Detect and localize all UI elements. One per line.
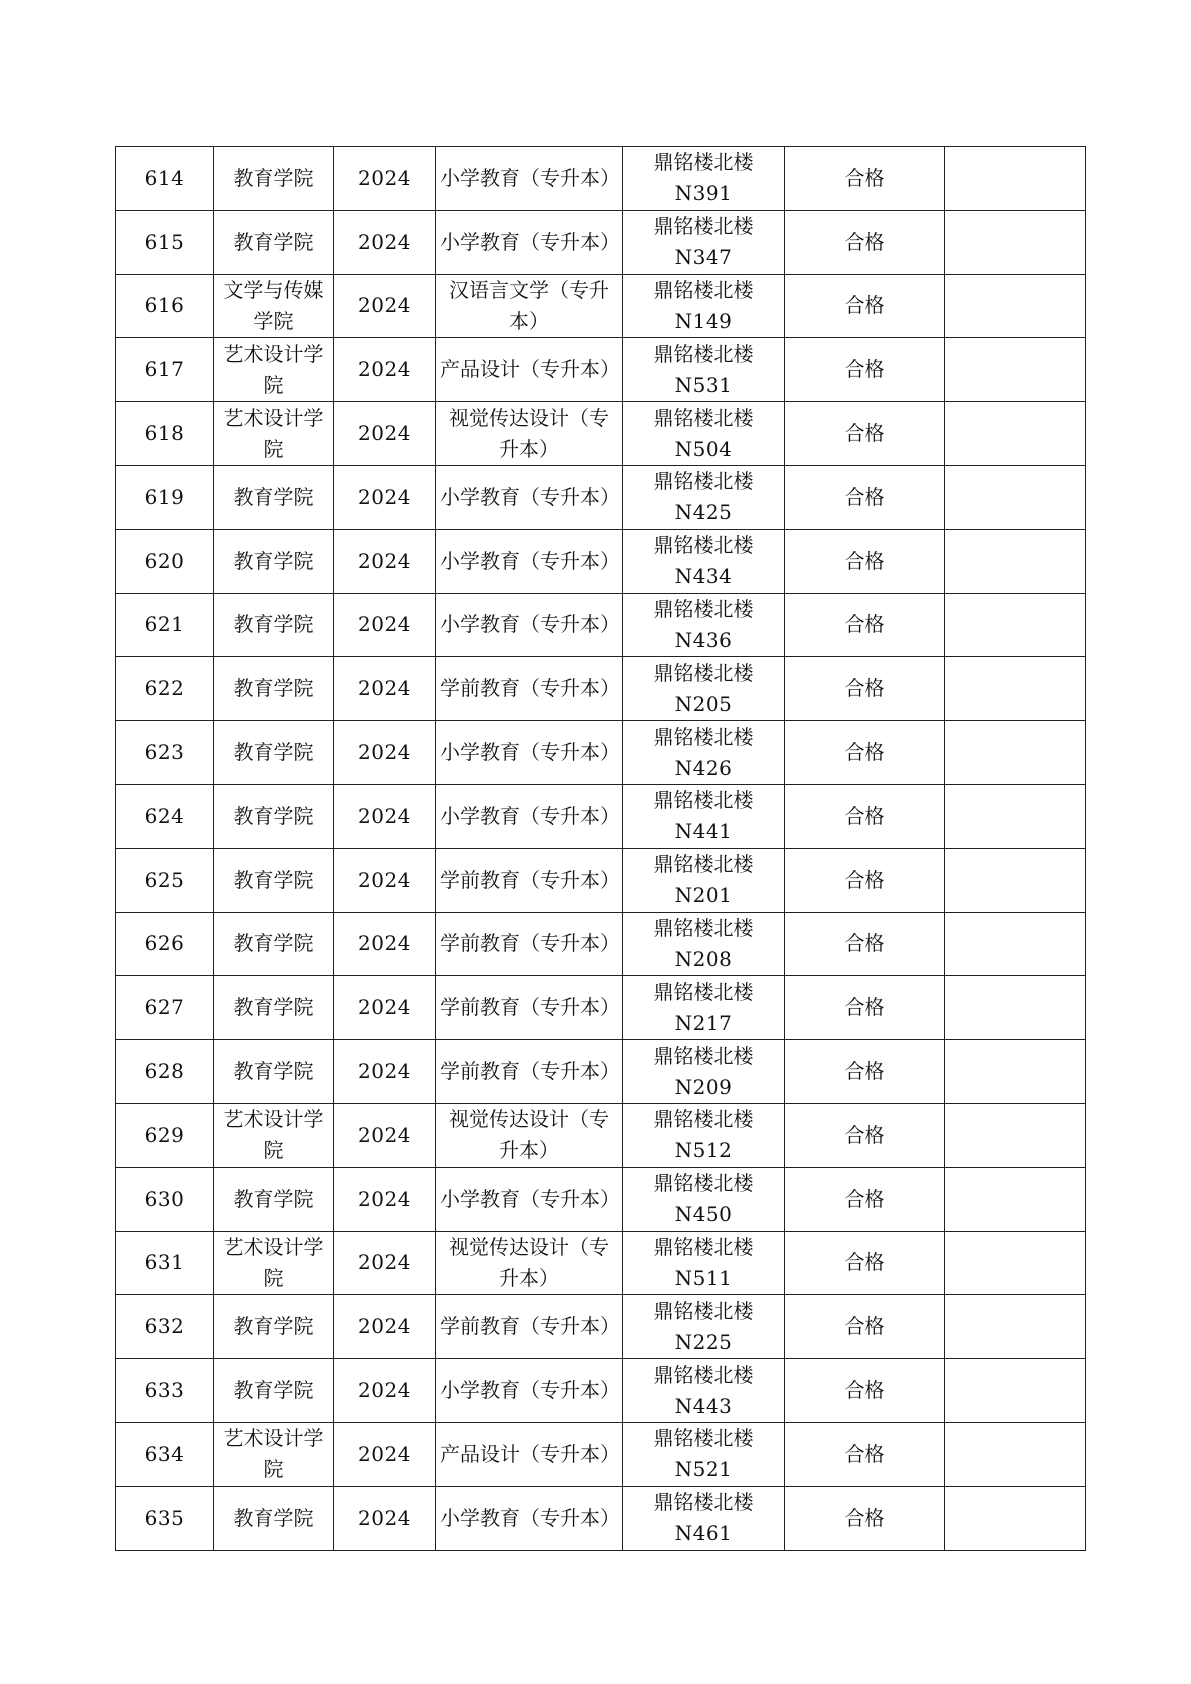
table-row — [116, 657, 1086, 721]
room-number: N426 — [674, 755, 733, 780]
cell-result: 合格 — [785, 1359, 945, 1423]
cell-exam-room — [623, 784, 785, 848]
cell-note — [945, 1040, 1086, 1104]
cell-major: 小学教育（专升本） — [436, 1486, 623, 1550]
room-building: 鼎铭楼北楼 — [653, 852, 754, 877]
cell-result: 合格 — [785, 848, 945, 912]
cell-year: 2024 — [334, 210, 436, 274]
cell-exam-room — [623, 1295, 785, 1359]
cell-note — [945, 465, 1086, 529]
table-row — [116, 1167, 1086, 1231]
room-building: 鼎铭楼北楼 — [653, 1426, 754, 1451]
cell-note — [945, 848, 1086, 912]
cell-result: 合格 — [785, 976, 945, 1040]
room-building: 鼎铭楼北楼 — [653, 979, 754, 1004]
cell-exam-room — [623, 1040, 785, 1104]
room-building: 鼎铭楼北楼 — [653, 533, 754, 558]
cell-number: 628 — [116, 1040, 214, 1104]
cell-college: 教育学院 — [214, 210, 334, 274]
cell-result: 合格 — [785, 147, 945, 211]
room-number: N205 — [674, 691, 733, 716]
cell-major: 学前教育（专升本） — [436, 657, 623, 721]
cell-college: 艺术设计学院 — [214, 1103, 334, 1167]
cell-note — [945, 1359, 1086, 1423]
cell-exam-room — [623, 721, 785, 785]
cell-number: 635 — [116, 1486, 214, 1550]
cell-result: 合格 — [785, 1103, 945, 1167]
cell-result: 合格 — [785, 784, 945, 848]
cell-number: 625 — [116, 848, 214, 912]
room-building: 鼎铭楼北楼 — [653, 915, 754, 940]
cell-note — [945, 1231, 1086, 1295]
cell-college: 教育学院 — [214, 1167, 334, 1231]
cell-result: 合格 — [785, 1231, 945, 1295]
cell-major: 小学教育（专升本） — [436, 784, 623, 848]
cell-number: 621 — [116, 593, 214, 657]
cell-result: 合格 — [785, 338, 945, 402]
cell-college: 文学与传媒学院 — [214, 274, 334, 338]
room-building: 鼎铭楼北楼 — [653, 660, 754, 685]
cell-year: 2024 — [334, 657, 436, 721]
cell-year: 2024 — [334, 721, 436, 785]
room-number: N347 — [674, 245, 733, 270]
room-building: 鼎铭楼北楼 — [653, 214, 754, 239]
room-building: 鼎铭楼北楼 — [653, 469, 754, 494]
cell-result: 合格 — [785, 1486, 945, 1550]
cell-major: 学前教育（专升本） — [436, 1040, 623, 1104]
cell-result: 合格 — [785, 465, 945, 529]
cell-exam-room — [623, 593, 785, 657]
cell-result: 合格 — [785, 1040, 945, 1104]
cell-exam-room — [623, 338, 785, 402]
table-row — [116, 1295, 1086, 1359]
cell-year: 2024 — [334, 784, 436, 848]
cell-year: 2024 — [334, 147, 436, 211]
cell-year: 2024 — [334, 338, 436, 402]
table-row — [116, 593, 1086, 657]
cell-number: 626 — [116, 912, 214, 976]
cell-college: 教育学院 — [214, 721, 334, 785]
cell-college: 艺术设计学院 — [214, 1422, 334, 1486]
cell-college: 教育学院 — [214, 912, 334, 976]
table-row — [116, 147, 1086, 211]
room-number: N504 — [674, 436, 733, 461]
cell-year: 2024 — [334, 465, 436, 529]
cell-exam-room — [623, 147, 785, 211]
cell-note — [945, 147, 1086, 211]
cell-year: 2024 — [334, 1486, 436, 1550]
cell-note — [945, 402, 1086, 466]
cell-college: 艺术设计学院 — [214, 402, 334, 466]
cell-major: 视觉传达设计（专升本） — [436, 1103, 623, 1167]
cell-result: 合格 — [785, 912, 945, 976]
cell-year: 2024 — [334, 1167, 436, 1231]
cell-note — [945, 338, 1086, 402]
cell-exam-room — [623, 1359, 785, 1423]
cell-number: 629 — [116, 1103, 214, 1167]
cell-college: 教育学院 — [214, 657, 334, 721]
cell-exam-room — [623, 848, 785, 912]
cell-exam-room — [623, 1231, 785, 1295]
cell-note — [945, 976, 1086, 1040]
room-number: N443 — [674, 1393, 733, 1418]
room-building: 鼎铭楼北楼 — [653, 1171, 754, 1196]
room-number: N434 — [674, 564, 733, 589]
cell-college: 教育学院 — [214, 848, 334, 912]
cell-major: 视觉传达设计（专升本） — [436, 402, 623, 466]
room-building: 鼎铭楼北楼 — [653, 277, 754, 302]
cell-number: 630 — [116, 1167, 214, 1231]
cell-note — [945, 912, 1086, 976]
table-row — [116, 210, 1086, 274]
cell-college: 教育学院 — [214, 593, 334, 657]
cell-college: 教育学院 — [214, 1359, 334, 1423]
cell-result: 合格 — [785, 1167, 945, 1231]
table-row — [116, 274, 1086, 338]
cell-number: 614 — [116, 147, 214, 211]
cell-exam-room — [623, 529, 785, 593]
cell-major: 学前教育（专升本） — [436, 976, 623, 1040]
cell-note — [945, 1295, 1086, 1359]
room-number: N441 — [674, 819, 733, 844]
cell-number: 620 — [116, 529, 214, 593]
table-row — [116, 721, 1086, 785]
cell-major: 小学教育（专升本） — [436, 1359, 623, 1423]
cell-year: 2024 — [334, 1422, 436, 1486]
room-building: 鼎铭楼北楼 — [653, 1490, 754, 1515]
room-number: N425 — [674, 500, 733, 525]
room-number: N209 — [674, 1074, 733, 1099]
cell-number: 631 — [116, 1231, 214, 1295]
cell-result: 合格 — [785, 721, 945, 785]
cell-exam-room — [623, 465, 785, 529]
room-number: N512 — [674, 1138, 733, 1163]
room-number: N217 — [674, 1010, 733, 1035]
cell-year: 2024 — [334, 529, 436, 593]
cell-college: 艺术设计学院 — [214, 338, 334, 402]
cell-exam-room — [623, 912, 785, 976]
cell-note — [945, 657, 1086, 721]
table-body — [116, 147, 1086, 1551]
cell-number: 617 — [116, 338, 214, 402]
cell-major: 小学教育（专升本） — [436, 210, 623, 274]
table-row — [116, 784, 1086, 848]
room-number: N225 — [674, 1329, 733, 1354]
room-number: N208 — [674, 946, 733, 971]
room-building: 鼎铭楼北楼 — [653, 1043, 754, 1068]
room-building: 鼎铭楼北楼 — [653, 1298, 754, 1323]
table-row — [116, 1359, 1086, 1423]
cell-year: 2024 — [334, 1040, 436, 1104]
cell-result: 合格 — [785, 274, 945, 338]
cell-major: 学前教育（专升本） — [436, 1295, 623, 1359]
cell-college: 教育学院 — [214, 529, 334, 593]
cell-major: 小学教育（专升本） — [436, 529, 623, 593]
room-number: N436 — [674, 627, 733, 652]
cell-note — [945, 1486, 1086, 1550]
cell-exam-room — [623, 976, 785, 1040]
cell-year: 2024 — [334, 1295, 436, 1359]
cell-note — [945, 721, 1086, 785]
room-building: 鼎铭楼北楼 — [653, 1107, 754, 1132]
table-row — [116, 1040, 1086, 1104]
cell-year: 2024 — [334, 1359, 436, 1423]
cell-exam-room — [623, 402, 785, 466]
cell-year: 2024 — [334, 593, 436, 657]
cell-college: 教育学院 — [214, 784, 334, 848]
cell-exam-room — [623, 274, 785, 338]
cell-note — [945, 274, 1086, 338]
cell-number: 623 — [116, 721, 214, 785]
room-building: 鼎铭楼北楼 — [653, 1234, 754, 1259]
cell-college: 教育学院 — [214, 465, 334, 529]
room-building: 鼎铭楼北楼 — [653, 596, 754, 621]
cell-result: 合格 — [785, 657, 945, 721]
cell-major: 汉语言文学（专升本） — [436, 274, 623, 338]
cell-college: 教育学院 — [214, 1486, 334, 1550]
room-number: N201 — [674, 883, 733, 908]
cell-result: 合格 — [785, 1295, 945, 1359]
cell-exam-room — [623, 1103, 785, 1167]
cell-major: 小学教育（专升本） — [436, 721, 623, 785]
room-building: 鼎铭楼北楼 — [653, 1362, 754, 1387]
cell-year: 2024 — [334, 1103, 436, 1167]
table-row — [116, 338, 1086, 402]
cell-major: 小学教育（专升本） — [436, 147, 623, 211]
cell-major: 小学教育（专升本） — [436, 465, 623, 529]
table-row — [116, 1231, 1086, 1295]
table-row — [116, 1486, 1086, 1550]
cell-note — [945, 784, 1086, 848]
cell-number: 616 — [116, 274, 214, 338]
cell-note — [945, 1167, 1086, 1231]
room-building: 鼎铭楼北楼 — [653, 788, 754, 813]
cell-year: 2024 — [334, 402, 436, 466]
cell-college: 教育学院 — [214, 976, 334, 1040]
cell-year: 2024 — [334, 848, 436, 912]
cell-exam-room — [623, 1422, 785, 1486]
cell-major: 产品设计（专升本） — [436, 1422, 623, 1486]
room-number: N391 — [674, 181, 733, 206]
cell-exam-room — [623, 210, 785, 274]
table-row — [116, 465, 1086, 529]
room-number: N521 — [674, 1457, 733, 1482]
room-building: 鼎铭楼北楼 — [653, 405, 754, 430]
cell-exam-room — [623, 657, 785, 721]
cell-college: 艺术设计学院 — [214, 1231, 334, 1295]
table-row — [116, 912, 1086, 976]
cell-major: 小学教育（专升本） — [436, 593, 623, 657]
room-number: N531 — [674, 372, 733, 397]
cell-note — [945, 1422, 1086, 1486]
table-row — [116, 1422, 1086, 1486]
cell-number: 618 — [116, 402, 214, 466]
room-number: N461 — [674, 1521, 733, 1546]
cell-number: 632 — [116, 1295, 214, 1359]
cell-major: 视觉传达设计（专升本） — [436, 1231, 623, 1295]
room-number: N149 — [674, 308, 733, 333]
cell-number: 627 — [116, 976, 214, 1040]
cell-number: 634 — [116, 1422, 214, 1486]
cell-major: 学前教育（专升本） — [436, 848, 623, 912]
cell-result: 合格 — [785, 402, 945, 466]
cell-college: 教育学院 — [214, 147, 334, 211]
room-building: 鼎铭楼北楼 — [653, 150, 754, 175]
cell-note — [945, 593, 1086, 657]
cell-result: 合格 — [785, 210, 945, 274]
cell-result: 合格 — [785, 593, 945, 657]
cell-result: 合格 — [785, 1422, 945, 1486]
cell-major: 小学教育（专升本） — [436, 1167, 623, 1231]
cell-year: 2024 — [334, 976, 436, 1040]
room-building: 鼎铭楼北楼 — [653, 341, 754, 366]
results-table — [115, 146, 1086, 1551]
cell-exam-room — [623, 1167, 785, 1231]
cell-number: 615 — [116, 210, 214, 274]
cell-note — [945, 1103, 1086, 1167]
cell-number: 633 — [116, 1359, 214, 1423]
table-row — [116, 529, 1086, 593]
cell-college: 教育学院 — [214, 1295, 334, 1359]
cell-exam-room — [623, 1486, 785, 1550]
cell-result: 合格 — [785, 529, 945, 593]
room-building: 鼎铭楼北楼 — [653, 724, 754, 749]
cell-year: 2024 — [334, 1231, 436, 1295]
room-number: N450 — [674, 1202, 733, 1227]
cell-note — [945, 210, 1086, 274]
table-row — [116, 1103, 1086, 1167]
cell-year: 2024 — [334, 912, 436, 976]
cell-major: 学前教育（专升本） — [436, 912, 623, 976]
table-row — [116, 402, 1086, 466]
cell-number: 622 — [116, 657, 214, 721]
cell-year: 2024 — [334, 274, 436, 338]
cell-number: 624 — [116, 784, 214, 848]
cell-major: 产品设计（专升本） — [436, 338, 623, 402]
table-row — [116, 976, 1086, 1040]
table-row — [116, 848, 1086, 912]
cell-note — [945, 529, 1086, 593]
cell-number: 619 — [116, 465, 214, 529]
cell-college: 教育学院 — [214, 1040, 334, 1104]
room-number: N511 — [674, 1265, 733, 1290]
